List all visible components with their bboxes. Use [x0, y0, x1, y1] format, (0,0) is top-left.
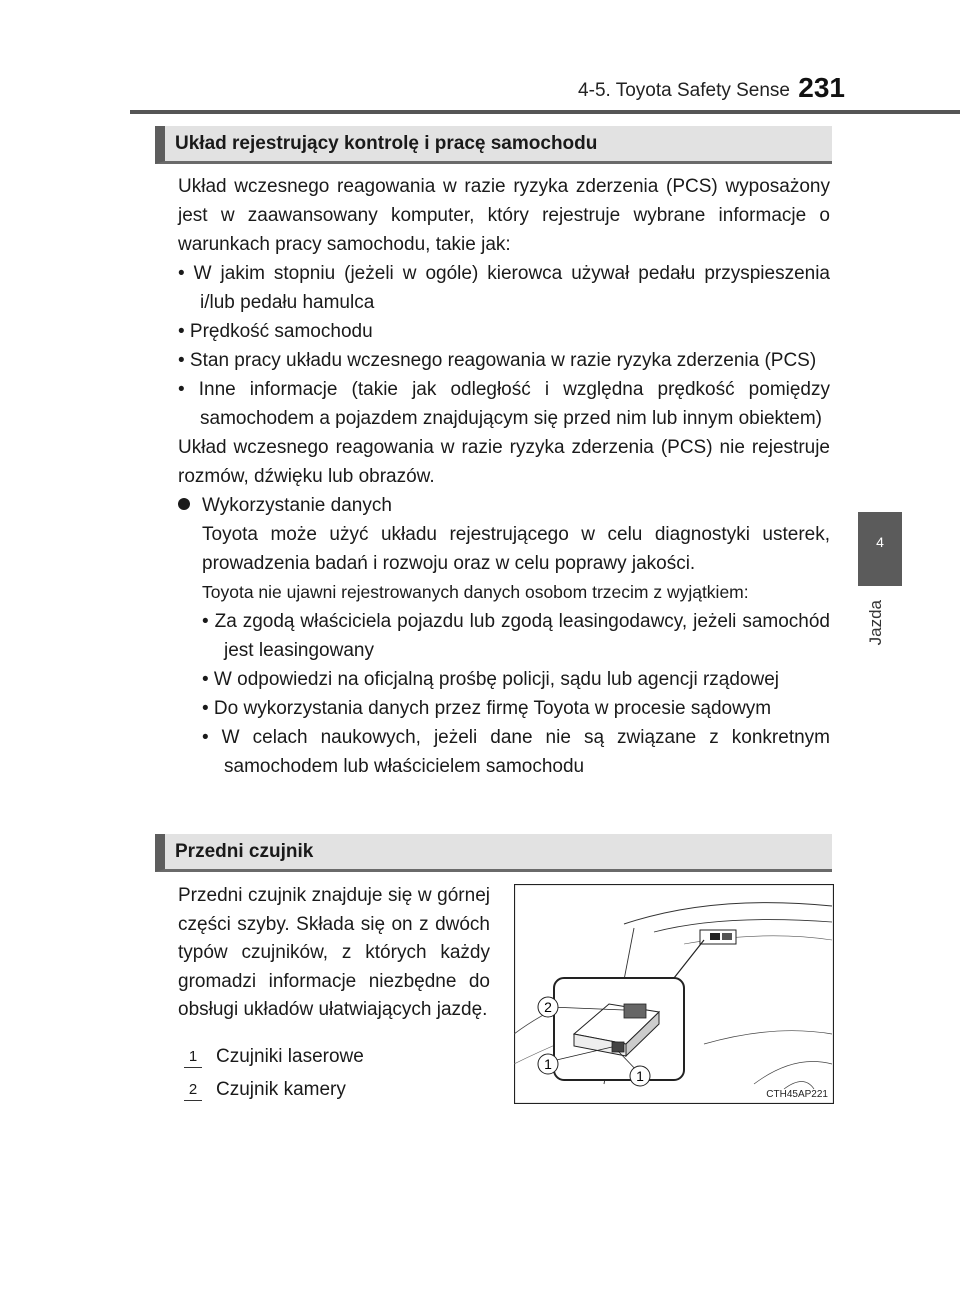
subheading-text: Wykorzystanie danych — [202, 495, 392, 516]
note-paragraph: Układ wczesnego reagowania w razie ryzyka zderzenia (PCS) nie rejestruje rozmów, dźwięku lub obrazów. — [178, 437, 830, 487]
legend-item-laser — [184, 1044, 364, 1070]
bullet-item: • Stan pracy układu wczesnego reagowania w razie ryzyka zderzenia (PCS) — [178, 350, 817, 371]
usage-block — [178, 520, 830, 781]
section1-body — [178, 172, 830, 781]
subheading-data-usage — [178, 491, 830, 520]
bullet-item: • W jakim stopniu (jeżeli w ogóle) kierowca używał pedału przyspieszenia i/lub pedału hamulca — [178, 263, 830, 313]
callout-1: 1 — [544, 1056, 552, 1072]
legend-label: Czujniki laserowe — [216, 1046, 364, 1067]
exception-item: • W odpowiedzi na oficjalną prośbę policji, sądu lub agencji rządowej — [202, 669, 779, 690]
callout-2: 2 — [544, 999, 552, 1015]
intro-paragraph: Układ wczesnego reagowania w razie ryzyka zderzenia (PCS) wyposażony jest w zaawansowany komputer, który rejestruje wybrane informacje o warunkach pracy samochodu, takie jak: — [178, 176, 830, 255]
legend-number: 1 — [184, 1047, 202, 1068]
chapter-number: 4 — [876, 534, 884, 550]
section2-body: Przedni czujnik znajduje się w górnej części szyby. Składa się on z dwóch typów czujników, z których każdy gromadzi informacje niezbędne do obsługi układów ułatwiających jazdę. — [178, 885, 490, 1020]
page-number: 231 — [798, 72, 845, 103]
usage-paragraph: Toyota może użyć układu rejestrującego w celu diagnostyki usterek, prowadzenia badań i rozwoju oraz w celu poprawy jakości. — [202, 524, 830, 574]
front-sensor-figure — [514, 884, 834, 1104]
exception-item: • Za zgodą właściciela pojazdu lub zgodą leasingodawcy, jeżeli samochód jest leasingowany — [202, 611, 830, 661]
callout-1b: 1 — [636, 1068, 644, 1084]
section-heading-recorder: Układ rejestrujący kontrolę i pracę samochodu — [155, 126, 832, 164]
figure-code: CTH45AP221 — [766, 1089, 828, 1100]
section-heading-front-sensor: Przedni czujnik — [155, 834, 832, 872]
bullet-dot-icon — [178, 498, 190, 510]
chapter-label: Jazda — [866, 600, 885, 646]
header-section-title: 4-5. Toyota Safety Sense — [578, 80, 790, 101]
bullet-item: • Prędkość samochodu — [178, 321, 373, 342]
legend-label: Czujnik kamery — [216, 1079, 346, 1100]
legend-item-camera — [184, 1077, 346, 1103]
disclosure-paragraph: Toyota nie ujawni rejestrowanych danych osobom trzecim z wyjątkiem: — [202, 582, 749, 602]
windshield-sensor-illustration — [514, 884, 834, 1104]
legend-number: 2 — [184, 1080, 202, 1101]
chapter-tab — [858, 512, 902, 586]
bullet-item: • Inne informacje (takie jak odległość i względna prędkość pomiędzy samochodem a pojazdem znajdującym się przed nim lub innym obiektem) — [178, 379, 830, 429]
exception-item: • Do wykorzystania danych przez firmę Toyota w procesie sądowym — [202, 698, 772, 719]
header-rule — [130, 110, 960, 114]
exception-item: • W celach naukowych, jeżeli dane nie są związane z konkretnym samochodem lub właścicielem samochodu — [202, 727, 830, 777]
